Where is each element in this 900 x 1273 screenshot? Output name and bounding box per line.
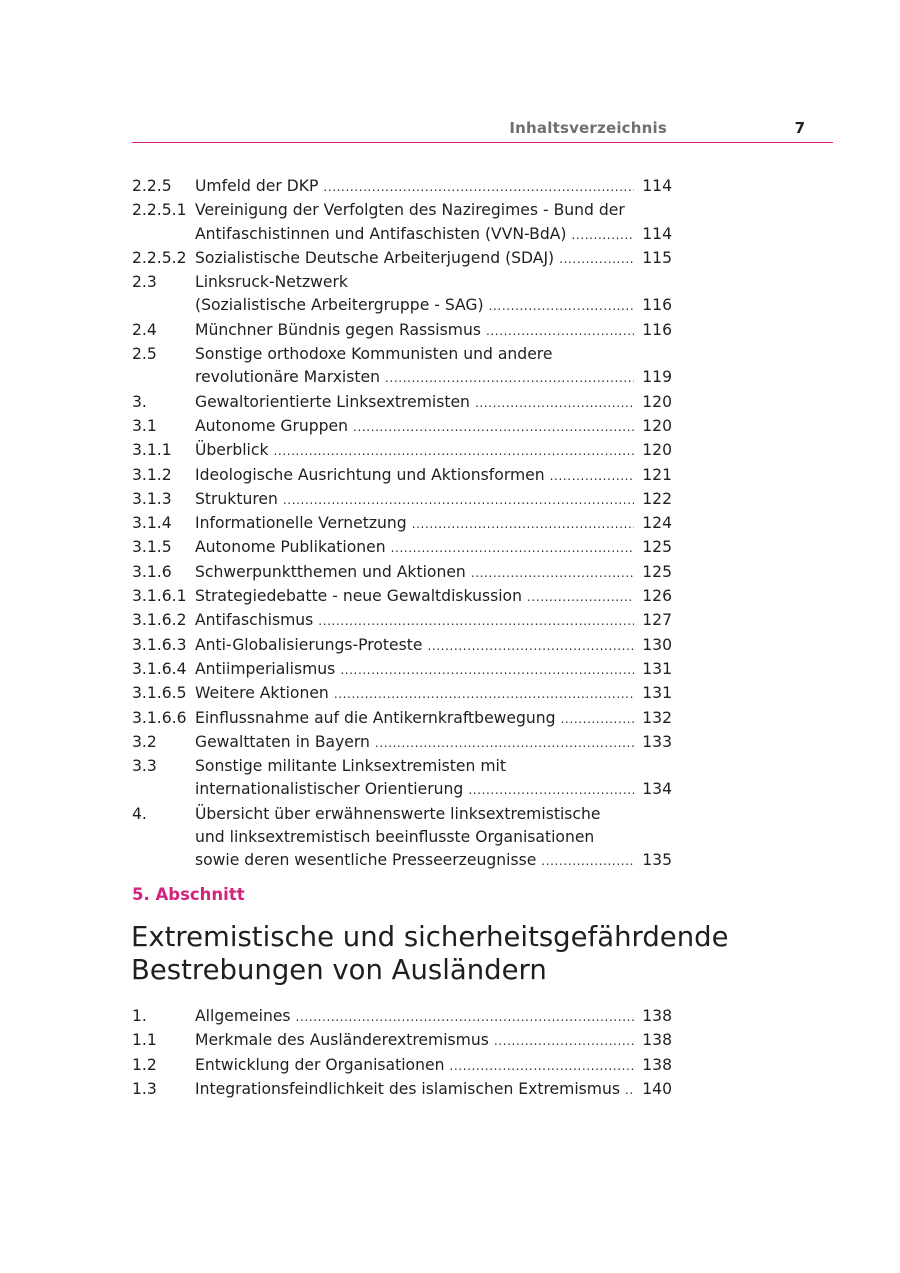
toc-entry <box>132 319 672 343</box>
toc-title: Ideologische Ausrichtung und Aktionsformen <box>195 465 545 484</box>
toc-entry <box>132 536 672 560</box>
toc-line <box>132 439 672 463</box>
toc-leader-dots <box>489 295 634 318</box>
toc-number: 3.1.1 <box>132 441 172 460</box>
toc-title: Integrationsfeindlichkeit des islamischen Extremismus <box>195 1079 620 1098</box>
toc-title: Übersicht über erwähnenswerte linksextremistische <box>195 804 601 823</box>
toc-entry <box>132 488 672 512</box>
toc-line <box>132 826 672 849</box>
toc-line <box>132 1078 672 1102</box>
toc-leader-dots <box>391 537 634 560</box>
section-label: 5. Abschnitt <box>132 885 245 904</box>
toc-title: Schwerpunktthemen und Aktionen <box>195 562 466 581</box>
toc-entry <box>132 343 672 391</box>
toc-page-number: 135 <box>642 851 672 870</box>
toc-page-number: 134 <box>642 780 672 799</box>
toc-number: 3.1.6.3 <box>132 635 187 654</box>
toc-line <box>132 658 672 682</box>
toc-page-number: 140 <box>642 1079 672 1098</box>
toc-leader-dots <box>541 850 634 873</box>
toc-leader-dots <box>427 635 634 658</box>
toc-leader-dots <box>559 248 634 271</box>
toc-title: Sozialistische Deutsche Arbeiterjugend (SDAJ) <box>195 248 555 267</box>
toc-line <box>132 803 672 826</box>
toc-entry <box>132 682 672 706</box>
toc-number: 3.1.6 <box>132 562 172 581</box>
toc-number: 2.2.5 <box>132 177 172 195</box>
section-title <box>131 921 751 987</box>
toc-page-number: 115 <box>642 248 672 267</box>
toc-page-number: 130 <box>642 635 672 654</box>
toc-line <box>132 512 672 536</box>
toc-number: 2.2.5.1 <box>132 201 187 220</box>
toc-entry <box>132 731 672 755</box>
toc-page-number: 127 <box>642 611 672 630</box>
toc-number: 3.1.3 <box>132 489 172 508</box>
toc-entry <box>132 1005 672 1029</box>
toc-entry <box>132 658 672 682</box>
toc-number: 3. <box>132 392 147 411</box>
toc-title: Umfeld der DKP <box>195 177 319 195</box>
toc-leader-dots <box>571 224 634 247</box>
toc-entry <box>132 1078 672 1102</box>
toc-title: Strukturen <box>195 489 278 508</box>
toc-title: Gewalttaten in Bayern <box>195 732 370 751</box>
toc-leader-dots <box>273 440 634 463</box>
toc-leader-dots <box>340 659 634 682</box>
toc-page-number: 122 <box>642 489 672 508</box>
toc-line <box>132 488 672 512</box>
toc-number: 3.1.6.5 <box>132 684 187 703</box>
toc-number: 4. <box>132 804 147 823</box>
toc-entry <box>132 175 672 199</box>
toc-line <box>132 585 672 609</box>
toc-line <box>132 343 672 366</box>
toc-leader-dots <box>353 416 634 439</box>
toc-entry <box>132 803 672 874</box>
running-header <box>132 117 833 143</box>
toc-leader-dots <box>561 708 634 731</box>
toc-number: 1.3 <box>132 1079 157 1098</box>
toc-line <box>132 223 672 247</box>
toc-page-number: 138 <box>642 1055 672 1074</box>
toc-title: revolutionäre Marxisten <box>195 368 380 387</box>
toc-number: 3.1.6.6 <box>132 708 187 727</box>
toc-title: Anti-Globalisierungs-Proteste <box>195 635 423 654</box>
toc-list-part1 <box>132 175 672 874</box>
toc-number: 2.5 <box>132 345 157 364</box>
section-title-line-2: Bestrebungen von Ausländern <box>131 954 547 986</box>
toc-title: Entwicklung der Organisationen <box>195 1055 445 1074</box>
toc-number: 2.2.5.2 <box>132 248 187 267</box>
toc-line <box>132 319 672 343</box>
toc-page-number: 126 <box>642 587 672 606</box>
toc-page-number: 120 <box>642 392 672 411</box>
section-title-line-1: Extremistische und sicherheitsgefährdende <box>131 921 729 953</box>
toc-leader-dots <box>494 1030 634 1053</box>
toc-title: Gewaltorientierte Linksextremisten <box>195 392 470 411</box>
toc-line <box>132 561 672 585</box>
toc-line <box>132 1029 672 1053</box>
toc-entry <box>132 707 672 731</box>
toc-number: 2.3 <box>132 273 157 292</box>
toc-number: 3.1.6.1 <box>132 587 187 606</box>
toc-entry <box>132 464 672 488</box>
toc-line <box>132 1005 672 1029</box>
toc-entry <box>132 415 672 439</box>
toc-page-number: 138 <box>642 1007 672 1025</box>
toc-leader-dots <box>334 683 634 706</box>
toc-leader-dots <box>527 586 634 609</box>
toc-title: Überblick <box>195 441 269 460</box>
toc-title: Weitere Aktionen <box>195 684 329 703</box>
toc-number: 3.1.6.4 <box>132 659 187 678</box>
toc-line <box>132 391 672 415</box>
toc-leader-dots <box>375 732 634 755</box>
toc-entry <box>132 609 672 633</box>
toc-title: (Sozialistische Arbeitergruppe - SAG) <box>195 296 484 315</box>
toc-number: 3.3 <box>132 757 157 776</box>
toc-line <box>132 175 672 199</box>
toc-leader-dots <box>296 1006 634 1029</box>
toc-entry <box>132 199 672 247</box>
toc-number: 1.2 <box>132 1055 157 1074</box>
toc-leader-dots <box>486 320 634 343</box>
toc-page-number: 114 <box>642 177 672 195</box>
toc-line <box>132 247 672 271</box>
toc-entry <box>132 512 672 536</box>
toc-entry <box>132 439 672 463</box>
toc-number: 3.1 <box>132 416 157 435</box>
toc-number: 3.1.4 <box>132 514 172 533</box>
toc-line <box>132 199 672 222</box>
toc-line <box>132 707 672 731</box>
toc-line <box>132 271 672 294</box>
toc-entry <box>132 585 672 609</box>
toc-title: sowie deren wesentliche Presseerzeugnisse <box>195 851 537 870</box>
toc-page-number: 132 <box>642 708 672 727</box>
toc-title: und linksextremistisch beeinflusste Organisationen <box>195 828 595 847</box>
toc-title: Sonstige militante Linksextremisten mit <box>195 757 506 776</box>
toc-line <box>132 755 672 778</box>
toc-page-number: 121 <box>642 465 672 484</box>
header-page-number: 7 <box>794 119 805 137</box>
toc-number: 1. <box>132 1007 147 1025</box>
toc-number: 2.4 <box>132 320 157 339</box>
toc-entry <box>132 1054 672 1078</box>
toc-line <box>132 849 672 873</box>
toc-page-number: 116 <box>642 320 672 339</box>
toc-title: Sonstige orthodoxe Kommunisten und andere <box>195 345 553 364</box>
toc-line <box>132 536 672 560</box>
toc-line <box>132 294 672 318</box>
toc-page-number: 133 <box>642 732 672 751</box>
toc-number: 3.2 <box>132 732 157 751</box>
toc-page-number: 120 <box>642 416 672 435</box>
toc-title: Vereinigung der Verfolgten des Naziregimes - Bund der <box>195 201 625 220</box>
toc-list-part2 <box>132 1005 672 1102</box>
toc-title: Antifaschismus <box>195 611 314 630</box>
toc-entry <box>132 561 672 585</box>
toc-page-number: 125 <box>642 562 672 581</box>
toc-page-number: 124 <box>642 514 672 533</box>
toc-line <box>132 778 672 802</box>
toc-leader-dots <box>625 1079 634 1102</box>
toc-title: Informationelle Vernetzung <box>195 514 407 533</box>
toc-leader-dots <box>468 779 634 802</box>
toc-line <box>132 609 672 633</box>
toc-line <box>132 366 672 390</box>
toc-number: 3.1.5 <box>132 538 172 557</box>
toc-title: Strategiedebatte - neue Gewaltdiskussion <box>195 587 522 606</box>
toc-title: Einflussnahme auf die Antikernkraftbewegung <box>195 708 556 727</box>
toc-page-number: 131 <box>642 684 672 703</box>
toc-page-number: 119 <box>642 368 672 387</box>
toc-leader-dots <box>471 562 634 585</box>
toc-leader-dots <box>283 489 634 512</box>
toc-page-number: 114 <box>642 224 672 243</box>
toc-title: Antiimperialismus <box>195 659 336 678</box>
toc-entry <box>132 755 672 803</box>
toc-leader-dots <box>412 513 634 536</box>
toc-leader-dots <box>323 176 634 199</box>
toc-leader-dots <box>550 465 634 488</box>
toc-leader-dots <box>449 1055 634 1078</box>
toc-title: Merkmale des Ausländerextremismus <box>195 1031 489 1050</box>
toc-line <box>132 682 672 706</box>
toc-title: Linksruck-Netzwerk <box>195 273 348 292</box>
toc-leader-dots <box>385 367 634 390</box>
toc-entry <box>132 271 672 319</box>
toc-number: 1.1 <box>132 1031 157 1050</box>
toc-line <box>132 415 672 439</box>
toc-number: 3.1.6.2 <box>132 611 187 630</box>
toc-title: Allgemeines <box>195 1007 291 1025</box>
header-title: Inhaltsverzeichnis <box>509 119 667 137</box>
toc-leader-dots <box>475 392 634 415</box>
toc-page-number: 120 <box>642 441 672 460</box>
toc-entry <box>132 634 672 658</box>
toc-entry <box>132 391 672 415</box>
toc-line <box>132 634 672 658</box>
toc-page-number: 125 <box>642 538 672 557</box>
toc-title: internationalistischer Orientierung <box>195 780 464 799</box>
toc-line <box>132 464 672 488</box>
toc-page-number: 131 <box>642 659 672 678</box>
toc-title: Autonome Gruppen <box>195 416 349 435</box>
toc-leader-dots <box>318 610 634 633</box>
toc-title: Antifaschistinnen und Antifaschisten (VVN-BdA) <box>195 224 567 243</box>
toc-entry <box>132 1029 672 1053</box>
toc-title: Münchner Bündnis gegen Rassismus <box>195 320 481 339</box>
toc-page-number: 138 <box>642 1031 672 1050</box>
toc-line <box>132 1054 672 1078</box>
toc-number: 3.1.2 <box>132 465 172 484</box>
toc-page-number: 116 <box>642 296 672 315</box>
toc-entry <box>132 247 672 271</box>
toc-line <box>132 731 672 755</box>
toc-title: Autonome Publikationen <box>195 538 386 557</box>
